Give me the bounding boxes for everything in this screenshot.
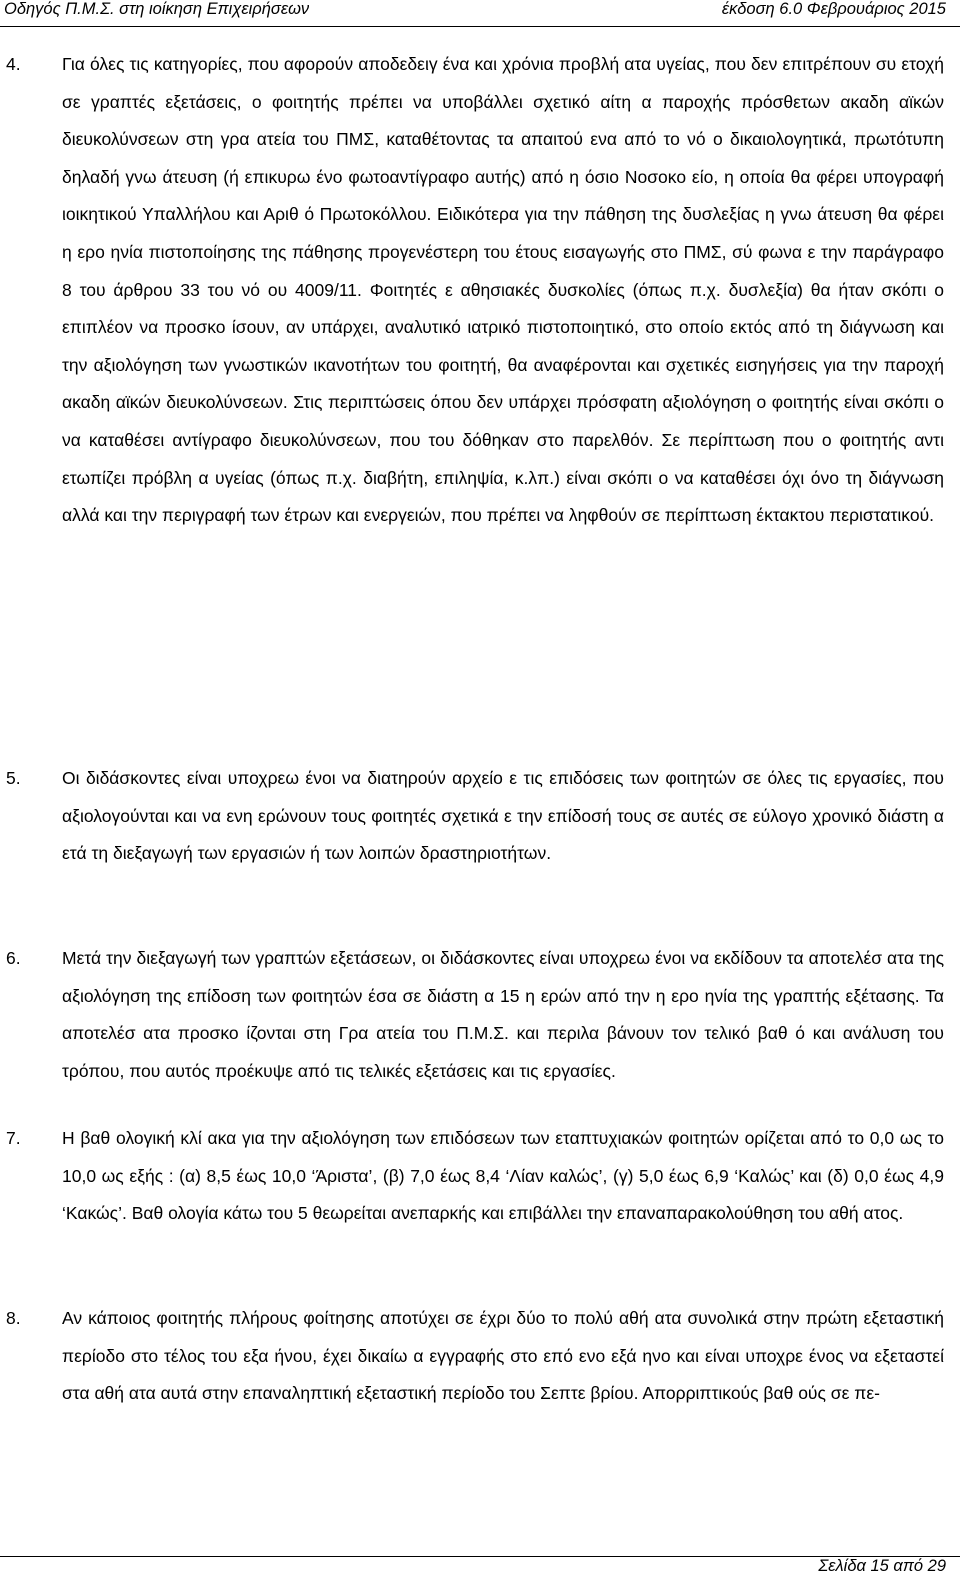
document-body	[0, 46, 960, 1480]
item-text: Οι διδάσκοντες είναι υποχρεω ένοι να διατηρούν αρχείο ε τις επιδόσεις των φοιτητών σε όλες τις εργασίες, που αξιολογούνται και να ενη ερώνουν τους φοιτητές σχετικά ε την επίδοσή τους σε αυτές σε εύλογο χρονικό διάστη α ετά τη διεξαγωγή των εργασιών ή των λοιπών δραστηριοτήτων.	[62, 768, 944, 864]
list-item	[0, 940, 960, 1120]
list-item	[0, 1300, 960, 1480]
list-item	[0, 1120, 960, 1300]
item-number: 7.	[6, 1128, 21, 1148]
item-text: Για όλες τις κατηγορίες, που αφορούν αποδεδειγ ένα και χρόνια προβλή ατα υγείας, που δεν επιτρέπουν συ ετοχή σε γραπτές εξετάσεις, ο φοιτητής πρέπει να υποβάλλει σχετικό αίτη α παροχής πρόσθετων ακαδη αϊκών διευκολύνσεων στη γρα ατεία του ΠΜΣ, καταθέτοντας τα απαιτού ενα από το νό ο δικαιολογητικά, πρωτότυπη δηλαδή γνω άτευση (ή επικυρω ένο φωτοαντίγραφο αυτής) από η όσιο Νοσοκο είο, η οποία θα φέρει υπογραφή ιοικητικού Υπαλλήλου και Αριθ ό Πρωτοκόλλου. Ειδικότερα για την πάθηση της δυσλεξίας η γνω άτευση θα φέρει η ερο ηνία πιστοποίησης της πάθησης προγενέστερη του έτους εισαγωγής στο ΠΜΣ, σύ φωνα ε την παράγραφο 8 του άρθρου 33 του νό ου 4009/11. Φοιτητές ε αθησιακές δυσκολίες (όπως π.χ. δυσλεξία) θα ήταν σκόπι ο επιπλέον να προσκο ίσουν, αν υπάρχει, αναλυτικό ιατρικό πιστοποιητικό, στο οποίο εκτός από τη διάγνωση και την αξιολόγηση των γνωστικών ικανοτήτων του φοιτητή, θα αναφέρονται και σχετικές εισηγήσεις για την παροχή ακαδη αϊκών διευκολύνσεων. Στις περιπτώσεις όπου δεν υπάρχει πρόσφατη αξιολόγηση ο φοιτητής είναι σκόπι ο να καταθέσει αντίγραφο διευκολύνσεων, που του δόθηκαν στο παρελθόν. Σε περίπτωση που ο φοιτητής αντι ετωπίζει πρόβλη α υγείας (όπως π.χ. διαβήτη, επιληψία, κ.λπ.) είναι σκόπι ο να καταθέσει όχι όνο τη διάγνωση αλλά και την περιγραφή των έτρων και ενεργειών, που πρέπει να ληφθούν σε περίπτωση έκτακτου περιστατικού.	[62, 54, 944, 526]
item-number: 5.	[6, 768, 21, 788]
list-item	[0, 760, 960, 940]
header-edition: έκδοση 6.0 Φεβρουάριος 2015	[721, 0, 946, 18]
item-text: Η βαθ ολογική κλί ακα για την αξιολόγηση των επιδόσεων των εταπτυχιακών φοιτητών ορίζεται από το 0,0 ως το 10,0 ως εξής : (α) 8,5 έως 10,0 ‘Άριστα’, (β) 7,0 έως 8,4 ‘Λίαν καλώς’, (γ) 5,0 έως 6,9 ‘Καλώς’ και (δ) 0,0 έως 4,9 ‘Κακώς’. Βαθ ολογία κάτω του 5 θεωρείται ανεπαρκής και επιβάλλει την επαναπαρακολούθηση του αθή ατος.	[62, 1128, 944, 1224]
item-text: Μετά την διεξαγωγή των γραπτών εξετάσεων, οι διδάσκοντες είναι υποχρεω ένοι να εκδίδουν τα αποτελέσ ατα της αξιολόγηση της επίδοση των φοιτητών έσα σε διάστη α 15 η ερών από την η ερο ηνία της γραπτής εξέτασης. Τα αποτελέσ ατα προσκο ίζονται στη Γρα ατεία του Π.Μ.Σ. και περιλα βάνουν τον τελικό βαθ ό και ανάλυση του τρόπου, που αυτός προέκυψε από τις τελικές εξετάσεις και τις εργασίες.	[62, 948, 944, 1081]
page-number: Σελίδα 15 από 29	[818, 1557, 946, 1575]
page-footer	[0, 1556, 960, 1580]
item-number: 6.	[6, 948, 21, 968]
header-title: Οδηγός Π.Μ.Σ. στη ιοίκηση Επιχειρήσεων	[4, 0, 310, 18]
item-number: 4.	[6, 54, 21, 74]
list-item	[0, 46, 960, 760]
item-number: 8.	[6, 1308, 21, 1328]
page-header	[0, 0, 960, 27]
item-text: Αν κάποιος φοιτητής πλήρους φοίτησης αποτύχει σε έχρι δύο το πολύ αθή ατα συνολικά στην πρώτη εξεταστική περίοδο στο τέλος του εξα ήνου, έχει δικαίω α εγγραφής στο επό ενο εξά ηνο και είναι υποχρε ένος να εξεταστεί στα αθή ατα αυτά στην επαναληπτική εξεταστική περίοδο του Σεπτε βρίου. Απορριπτικούς βαθ ούς σε πε-	[62, 1308, 944, 1404]
